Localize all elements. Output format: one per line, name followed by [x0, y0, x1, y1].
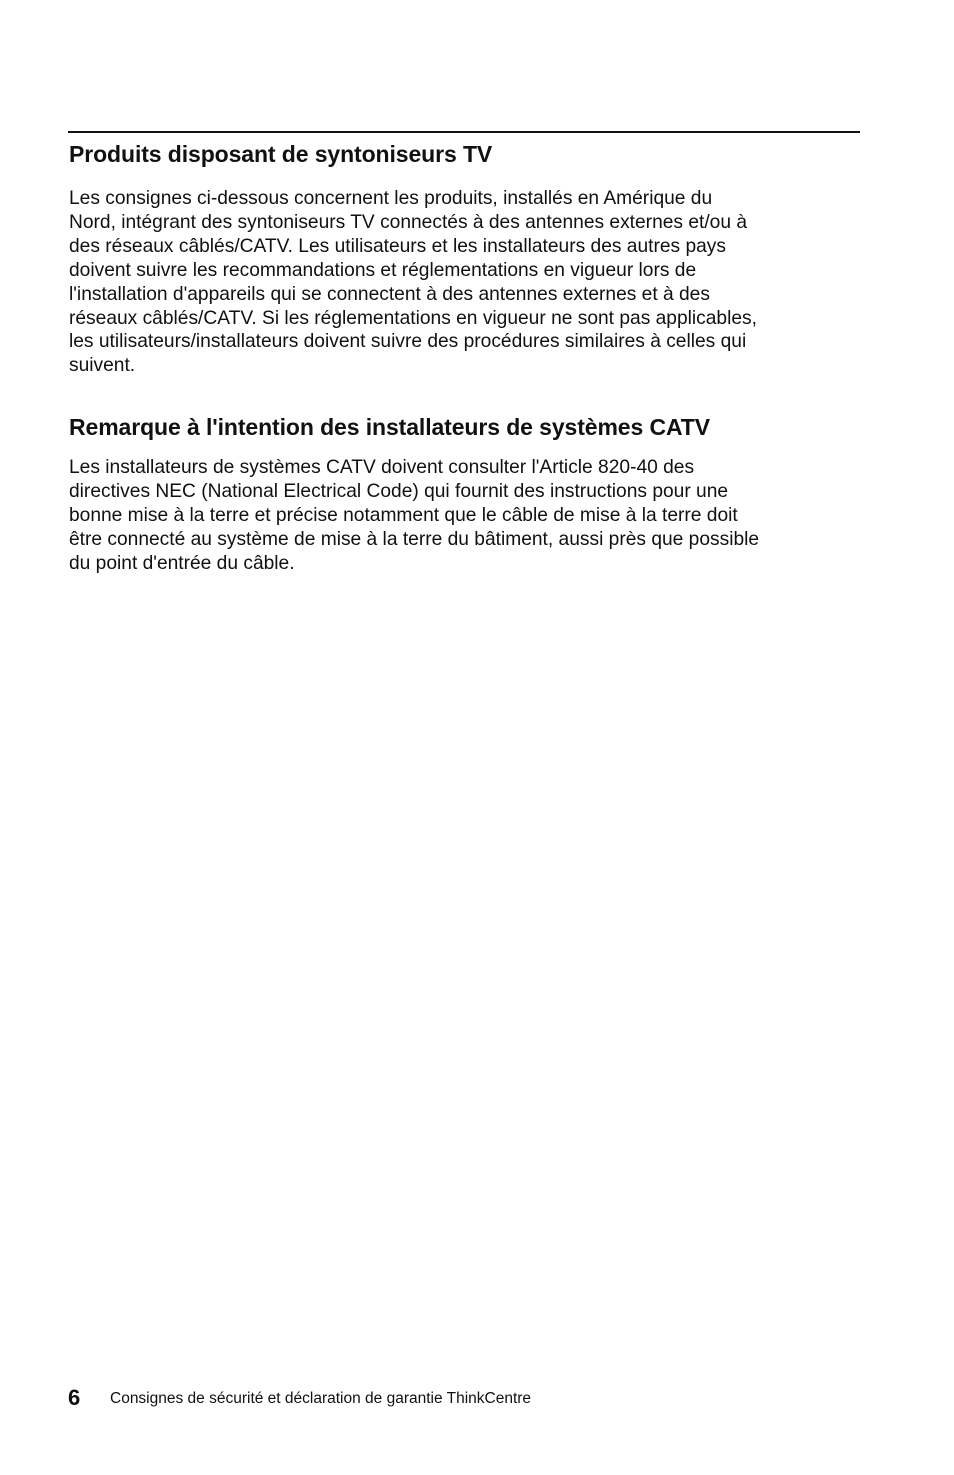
- section-catv-installers: [69, 412, 859, 576]
- paragraph-line: Les consignes ci-dessous concernent les produits, installés en Amérique du: [69, 188, 713, 209]
- document-title: Consignes de sécurité et déclaration de garantie ThinkCentre: [110, 1390, 532, 1407]
- page-footer: [68, 1384, 768, 1414]
- paragraph-line: suivent.: [69, 355, 136, 377]
- paragraph-line: les utilisateurs/installateurs doivent suivre des procédures similaires à celles qui: [69, 331, 747, 353]
- section-paragraph: [69, 187, 859, 378]
- paragraph-line: bonne mise à la terre et précise notamment que le câble de mise à la terre doit: [69, 504, 738, 526]
- paragraph-line: des réseaux câblés/CATV. Les utilisateurs et les installateurs des autres pays: [69, 235, 726, 257]
- section-divider: [68, 131, 860, 133]
- paragraph-line: du point d'entrée du câble.: [69, 552, 295, 574]
- page-number: 6: [68, 1385, 81, 1410]
- section-paragraph: [69, 456, 859, 576]
- paragraph-line: Les installateurs de systèmes CATV doivent consulter l'Article 820-40 des: [69, 457, 695, 478]
- paragraph-line: doivent suivre les recommandations et réglementations en vigueur lors de: [69, 259, 697, 281]
- section-heading: Produits disposant de syntoniseurs TV: [69, 141, 493, 167]
- paragraph-line: directives NEC (National Electrical Code) qui fournit des instructions pour une: [69, 480, 729, 502]
- paragraph-line: Nord, intégrant des syntoniseurs TV connectés à des antennes externes et/ou à: [69, 211, 748, 233]
- section-tv-tuners: [69, 139, 859, 378]
- paragraph-line: être connecté au système de mise à la terre du bâtiment, aussi près que possible: [69, 528, 760, 550]
- paragraph-line: réseaux câblés/CATV. Si les réglementations en vigueur ne sont pas applicables,: [69, 307, 757, 329]
- section-heading: Remarque à l'intention des installateurs de systèmes CATV: [69, 414, 710, 440]
- paragraph-line: l'installation d'appareils qui se connectent à des antennes externes et à des: [69, 283, 710, 305]
